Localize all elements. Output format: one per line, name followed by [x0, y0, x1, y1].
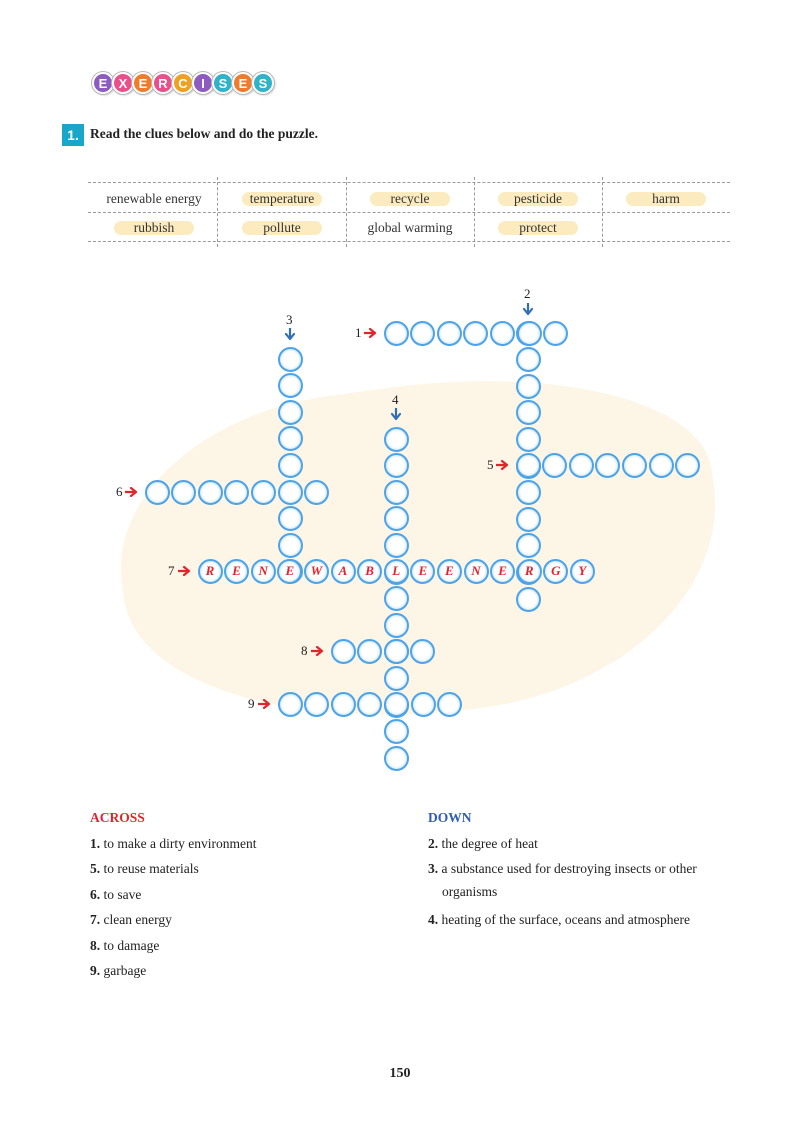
crossword-cell[interactable] — [278, 506, 303, 531]
crossword-cell[interactable] — [357, 692, 382, 717]
crossword-cell[interactable] — [331, 692, 356, 717]
across-clue: 9. garbage — [90, 963, 147, 978]
word-bank-item: global warming — [367, 219, 453, 235]
clue-number: 6 — [116, 484, 123, 499]
crossword-cell[interactable]: Y — [570, 559, 595, 584]
crossword-cell[interactable]: N — [251, 559, 276, 584]
word-bank-item: temperature — [218, 184, 346, 213]
crossword-cell[interactable] — [516, 347, 541, 372]
down-clue: 2. the degree of heat — [428, 836, 538, 851]
crossword-cell[interactable] — [145, 480, 170, 505]
word-bank-item: pollute — [218, 213, 346, 242]
down-heading: DOWN — [428, 810, 472, 825]
banner-letter: C — [172, 72, 194, 94]
crossword-cell[interactable] — [384, 586, 409, 611]
crossword-cell[interactable] — [278, 426, 303, 451]
clue-number: 9 — [248, 696, 255, 711]
across-clue: 5. to reuse materials — [90, 861, 199, 876]
clue-number: 3 — [286, 312, 293, 327]
crossword-cell[interactable] — [384, 506, 409, 531]
crossword-cell[interactable]: W — [304, 559, 329, 584]
page-number: 150 — [389, 1066, 411, 1081]
banner-letter: E — [92, 72, 114, 94]
crossword-cell[interactable] — [278, 692, 303, 717]
crossword-cell[interactable] — [569, 453, 594, 478]
crossword-cell[interactable] — [224, 480, 249, 505]
crossword-cell[interactable]: N — [464, 559, 489, 584]
clue-number: 4 — [392, 392, 399, 407]
word-bank-item: harm — [602, 184, 730, 213]
clue-number: 2 — [524, 286, 531, 301]
down-clue-continuation: organisms — [442, 884, 498, 899]
down-arrow-icon — [285, 328, 295, 341]
banner-letter: X — [112, 72, 134, 94]
crossword-cell[interactable]: G — [543, 559, 568, 584]
across-heading: ACROSS — [90, 810, 145, 825]
right-arrow-icon — [125, 487, 138, 497]
crossword-cell[interactable]: R — [517, 559, 542, 584]
crossword-cell[interactable]: E — [277, 559, 302, 584]
crossword-cell[interactable] — [490, 321, 515, 346]
crossword-cell[interactable] — [516, 507, 541, 532]
crossword-cell[interactable] — [384, 666, 409, 691]
crossword-cell[interactable] — [171, 480, 196, 505]
crossword-cell[interactable] — [410, 639, 435, 664]
crossword-cell[interactable] — [278, 480, 303, 505]
down-arrow-icon — [523, 303, 533, 316]
banner-letter: I — [192, 72, 214, 94]
right-arrow-icon — [178, 566, 191, 576]
crossword-cell[interactable] — [251, 480, 276, 505]
right-arrow-icon — [311, 646, 324, 656]
banner-letter: S — [212, 72, 234, 94]
crossword-cell[interactable] — [437, 321, 462, 346]
exercise-number: 1. — [62, 124, 84, 146]
clue-number: 8 — [301, 643, 308, 658]
crossword-cell[interactable] — [304, 692, 329, 717]
crossword-cell[interactable] — [384, 480, 409, 505]
crossword-cell[interactable] — [517, 321, 542, 346]
across-clue: 6. to save — [90, 887, 142, 902]
crossword-cell[interactable]: E — [437, 559, 462, 584]
crossword-cell[interactable]: L — [384, 559, 409, 584]
crossword-cell[interactable] — [357, 639, 382, 664]
crossword-cell[interactable] — [516, 374, 541, 399]
crossword-cell[interactable] — [384, 692, 409, 717]
crossword-cell[interactable] — [411, 692, 436, 717]
crossword-cell[interactable] — [278, 453, 303, 478]
crossword-cell[interactable] — [278, 533, 303, 558]
crossword-cell[interactable] — [384, 321, 409, 346]
crossword-cell[interactable] — [278, 373, 303, 398]
crossword-cell[interactable] — [622, 453, 647, 478]
right-arrow-icon — [258, 699, 271, 709]
banner-letter: S — [252, 72, 274, 94]
crossword-cell[interactable] — [543, 321, 568, 346]
crossword-cell[interactable] — [278, 400, 303, 425]
banner-letter: E — [232, 72, 254, 94]
crossword-cell[interactable]: E — [490, 559, 515, 584]
banner-letter: R — [152, 72, 174, 94]
crossword-cell[interactable] — [542, 453, 567, 478]
crossword-cell[interactable] — [516, 400, 541, 425]
crossword-cell[interactable] — [384, 746, 409, 771]
crossword-cell[interactable]: B — [357, 559, 382, 584]
crossword-cell[interactable] — [516, 427, 541, 452]
down-clue: 4. heating of the surface, oceans and atmosphere — [428, 912, 691, 927]
crossword-cell[interactable]: E — [410, 559, 435, 584]
crossword-cell[interactable] — [384, 533, 409, 558]
crossword-cell[interactable] — [410, 321, 435, 346]
crossword-cell[interactable] — [649, 453, 674, 478]
crossword-cell[interactable] — [198, 480, 223, 505]
word-bank-item: recycle — [346, 184, 474, 213]
crossword-cell[interactable] — [384, 639, 409, 664]
crossword-cell[interactable] — [437, 692, 462, 717]
right-arrow-icon — [364, 328, 377, 338]
crossword-cell[interactable] — [384, 613, 409, 638]
crossword-cell[interactable]: A — [331, 559, 356, 584]
crossword-cell[interactable]: R — [198, 559, 223, 584]
crossword-cell[interactable] — [384, 427, 409, 452]
word-bank-item: renewable energy — [106, 190, 202, 206]
crossword-cell[interactable] — [463, 321, 488, 346]
down-arrow-icon — [391, 408, 401, 421]
crossword-cell[interactable] — [331, 639, 356, 664]
word-bank-item: pesticide — [474, 184, 602, 213]
clue-number: 1 — [355, 325, 362, 340]
crossword-cell[interactable] — [278, 347, 303, 372]
across-clue: 1. to make a dirty environment — [90, 836, 257, 851]
crossword-cell[interactable] — [516, 533, 541, 558]
down-clue: 3. a substance used for destroying insects or other — [428, 861, 697, 876]
crossword-cell[interactable] — [516, 587, 541, 612]
banner-letter: E — [132, 72, 154, 94]
across-clue: 8. to damage — [90, 938, 160, 953]
word-bank-item: rubbish — [90, 213, 218, 242]
word-bank-item: protect — [474, 213, 602, 242]
clue-number: 7 — [168, 563, 175, 578]
clue-number: 5 — [487, 457, 494, 472]
exercise-instruction: Read the clues below and do the puzzle. — [90, 126, 319, 141]
word-bank — [88, 182, 730, 242]
crossword-cell[interactable] — [675, 453, 700, 478]
crossword-cell[interactable] — [595, 453, 620, 478]
exercises-banner — [92, 72, 272, 102]
crossword-cell[interactable] — [516, 480, 541, 505]
crossword-cell[interactable] — [516, 453, 541, 478]
crossword-cell[interactable] — [384, 453, 409, 478]
crossword-cell[interactable] — [384, 719, 409, 744]
across-clue: 7. clean energy — [90, 912, 172, 927]
crossword-cell[interactable] — [304, 480, 329, 505]
crossword-cell[interactable]: E — [224, 559, 249, 584]
right-arrow-icon — [496, 460, 509, 470]
